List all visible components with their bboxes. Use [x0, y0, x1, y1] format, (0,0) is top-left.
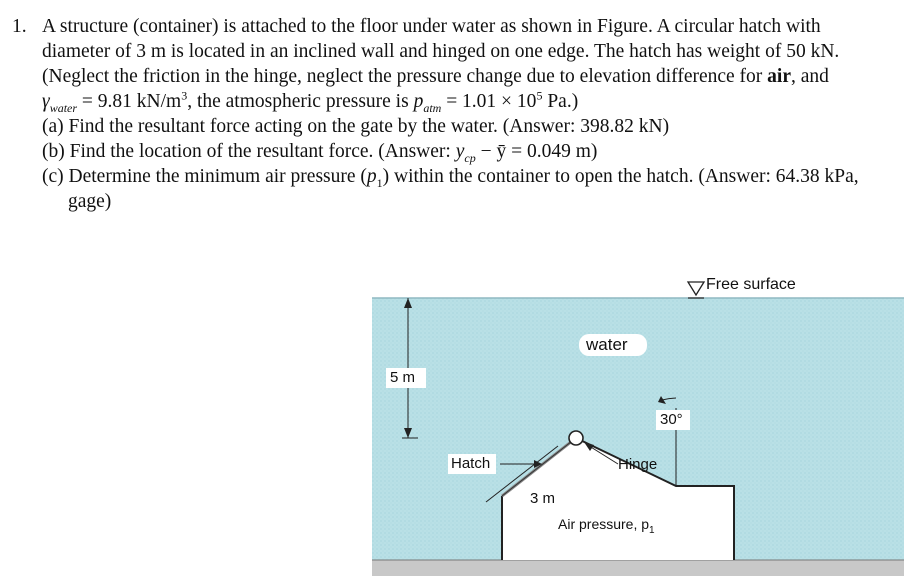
free-surface-label: Free surface — [706, 276, 796, 293]
part-a: (a) Find the resultant force acting on the gate by the water. (Answer: 398.82 kN) — [42, 116, 670, 137]
air-pressure-label — [558, 516, 655, 536]
p1-subscript: 1 — [376, 175, 383, 190]
problem-line-2: diameter of 3 m is located in an inclined wall and hinged on one edge. The hatch has weight of 50 kN. — [42, 41, 840, 62]
hinge-circle — [569, 431, 583, 445]
figure — [372, 268, 904, 576]
line4-e: , the atmospheric pressure is — [187, 91, 414, 112]
ycp-subscript: cp — [464, 150, 476, 165]
problem-line-3 — [42, 64, 829, 89]
water-label: water — [586, 335, 628, 354]
part-c — [42, 164, 859, 189]
part-c-continued: gage) — [68, 191, 112, 212]
problem-line-1: A structure (container) is attached to the floor under water as shown in Figure. A circular hatch with — [42, 16, 821, 37]
line4-j: Pa.) — [542, 91, 579, 112]
problem-number: 1. — [12, 16, 27, 37]
line3-air: air — [767, 66, 791, 87]
patm-symbol: p — [413, 91, 424, 112]
part-b — [42, 139, 597, 164]
part-c-1: (c) Determine the minimum air pressure ( — [42, 166, 367, 187]
ycp-symbol: y — [455, 141, 465, 162]
p1-symbol: p — [366, 166, 377, 187]
line4-h: = 1.01 × 10 — [441, 91, 537, 112]
hinge-label: Hinge — [618, 456, 658, 473]
part-c-4: ) within the container to open the hatch. (Answer: 64.38 kPa, — [382, 166, 859, 187]
floor — [372, 560, 904, 576]
line3-a: (Neglect the friction in the hinge, neglect the pressure change due to elevation difference for — [42, 66, 768, 87]
free-surface-symbol — [688, 282, 704, 295]
depth-label: 5 m — [390, 369, 416, 386]
diameter-label: 3 m — [530, 490, 556, 507]
patm-subscript: atm — [423, 100, 442, 115]
part-b-1: (b) Find the location of the resultant force. (Answer: — [42, 141, 456, 162]
air-pressure-text: Air pressure, p — [558, 516, 650, 532]
line4-c: = 9.81 kN/m — [77, 91, 182, 112]
hatch-label: Hatch — [451, 455, 491, 472]
gamma-symbol: γ — [42, 91, 50, 112]
line4-exp: 5 — [536, 88, 543, 103]
problem-line-4 — [42, 89, 578, 114]
line4-sup: 3 — [181, 88, 188, 103]
line3-c: , and — [791, 66, 829, 87]
gamma-subscript: water — [49, 100, 78, 115]
angle-label: 30° — [660, 411, 683, 428]
air-pressure-subscript: 1 — [649, 524, 655, 536]
part-b-4: − ȳ = 0.049 m) — [475, 141, 598, 162]
